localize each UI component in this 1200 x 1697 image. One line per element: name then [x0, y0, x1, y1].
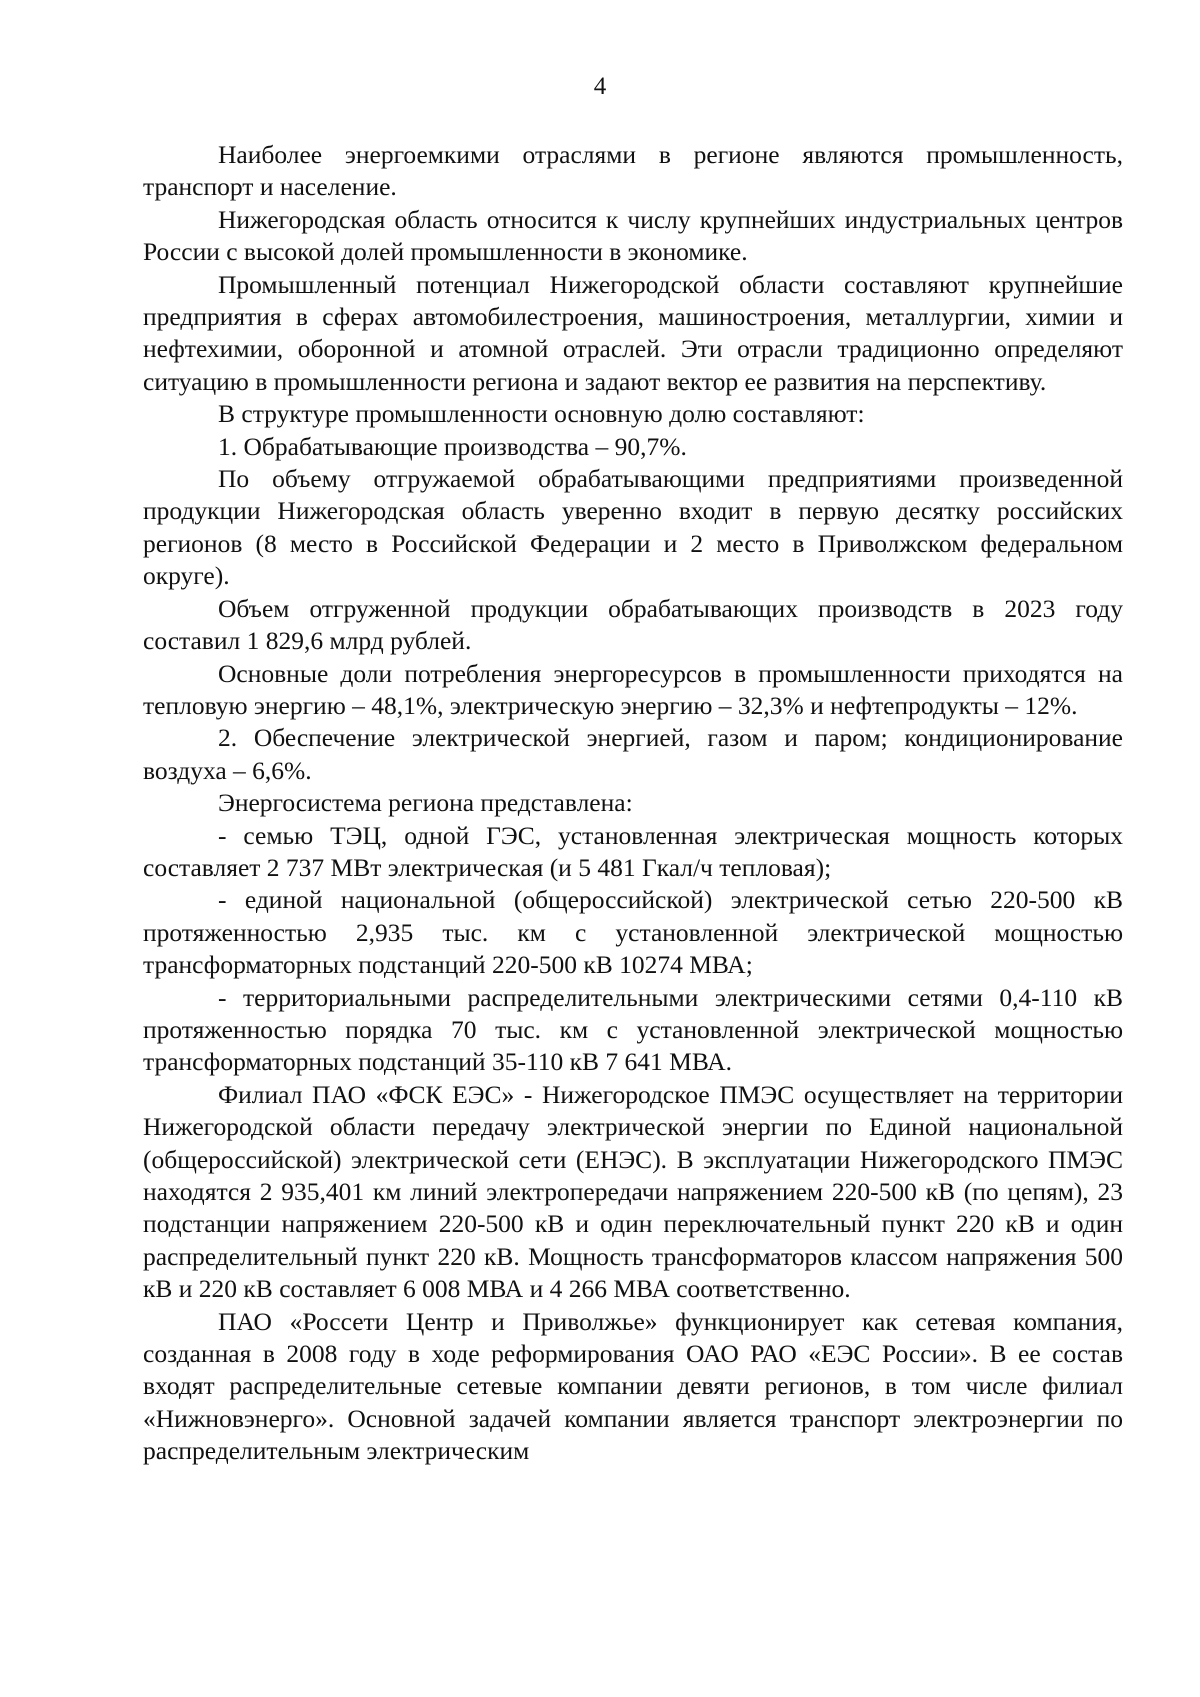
paragraph-energy-consumption-shares: Основные доли потребления энергоресурсов в промышленности приходятся на тепловую энергию – 48,1%, электрическую энергию – 32,3% и нефтепродукты – 12%. [143, 658, 1123, 720]
document-body [143, 139, 1123, 1468]
list-item-power-plants: - семью ТЭЦ, одной ГЭС, установленная электрическая мощность которых составляет 2 737 МВт электрическая (и 5 481 Гкал/ч тепловая); [143, 820, 1123, 882]
paragraph-energy-supply-share: 2. Обеспечение электрической энергией, газом и паром; кондиционирование воздуха – 6,6%. [143, 723, 1123, 785]
page-number: 4 [593, 73, 607, 100]
paragraph-energy-intensive-sectors: Наиболее энергоемкими отраслями в регионе являются промышленность, транспорт и население. [143, 140, 1123, 202]
list-item-national-grid: - единой национальной (общероссийской) электрической сетью 220-500 кВ протяженностью 2,935 тыс. км с установленной электрической мощностью трансформаторных подстанций 220-500 кВ 10274 МВА; [143, 885, 1123, 980]
paragraph-shipped-volume: Объем отгруженной продукции обрабатывающих производств в 2023 году составил 1 829,6 млрд рублей. [143, 593, 1123, 656]
paragraph-industrial-center: Нижегородская область относится к числу крупнейших индустриальных центров России с высокой долей промышленности в экономике. [143, 204, 1123, 267]
paragraph-fsk-branch: Филиал ПАО «ФСК ЕЭС» - Нижегородское ПМЭС осуществляет на территории Нижегородской области передачу электрической энергии по Единой национальной (общероссийской) электрической сети (ЕНЭС). В эксплуатации Нижегородского ПМЭС находятся 2 935,401 км линий электропередачи напряжением 220-500 кВ (по цепям), 23 подстанции напряжением 220-500 кВ и один переключательный пункт 220 кВ и один распределительный пункт 220 кВ. Мощность трансформаторов классом напряжения 500 кВ и 220 кВ составляет 6 008 МВА и 4 266 МВА соответственно. [143, 1079, 1123, 1304]
paragraph-industrial-potential: Промышленный потенциал Нижегородской области составляют крупнейшие предприятия в сферах автомобилестроения, машиностроения, металлургии, химии и нефтехимии, оборонной и атомной отраслей. Эти отрасли традиционно определяют ситуацию в промышленности региона и задают вектор ее развития на перспективу. [143, 269, 1123, 396]
paragraph-rosseti-company: ПАО «Россети Центр и Приволжье» функционирует как сетевая компания, созданная в 2008 году в ходе реформирования ОАО РАО «ЕЭС России». В ее состав входят распределительные сетевые компании девяти регионов, в том числе филиал «Нижновэнерго». Основной задачей компании является транспорт электроэнергии по распределительным электрическим [143, 1306, 1123, 1466]
list-item-distribution-grid: - территориальными распределительными электрическими сетями 0,4-110 кВ протяженностью порядка 70 тыс. км с установленной электрической мощностью трансформаторных подстанций 35-110 кВ 7 641 МВА. [143, 982, 1123, 1077]
paragraph-manufacturing-share: 1. Обрабатывающие производства – 90,7%. [218, 431, 687, 461]
paragraph-energy-system-intro: Энергосистема региона представлена: [218, 788, 633, 818]
paragraph-manufacturing-ranking: По объему отгружаемой обрабатывающими предприятиями произведенной продукции Нижегородская область уверенно входит в первую десятку российских регионов (8 место в Российской Федерации и 2 место в Приволжском федеральном округе). [143, 464, 1123, 591]
paragraph-industry-structure: В структуре промышленности основную долю составляют: [218, 399, 865, 429]
